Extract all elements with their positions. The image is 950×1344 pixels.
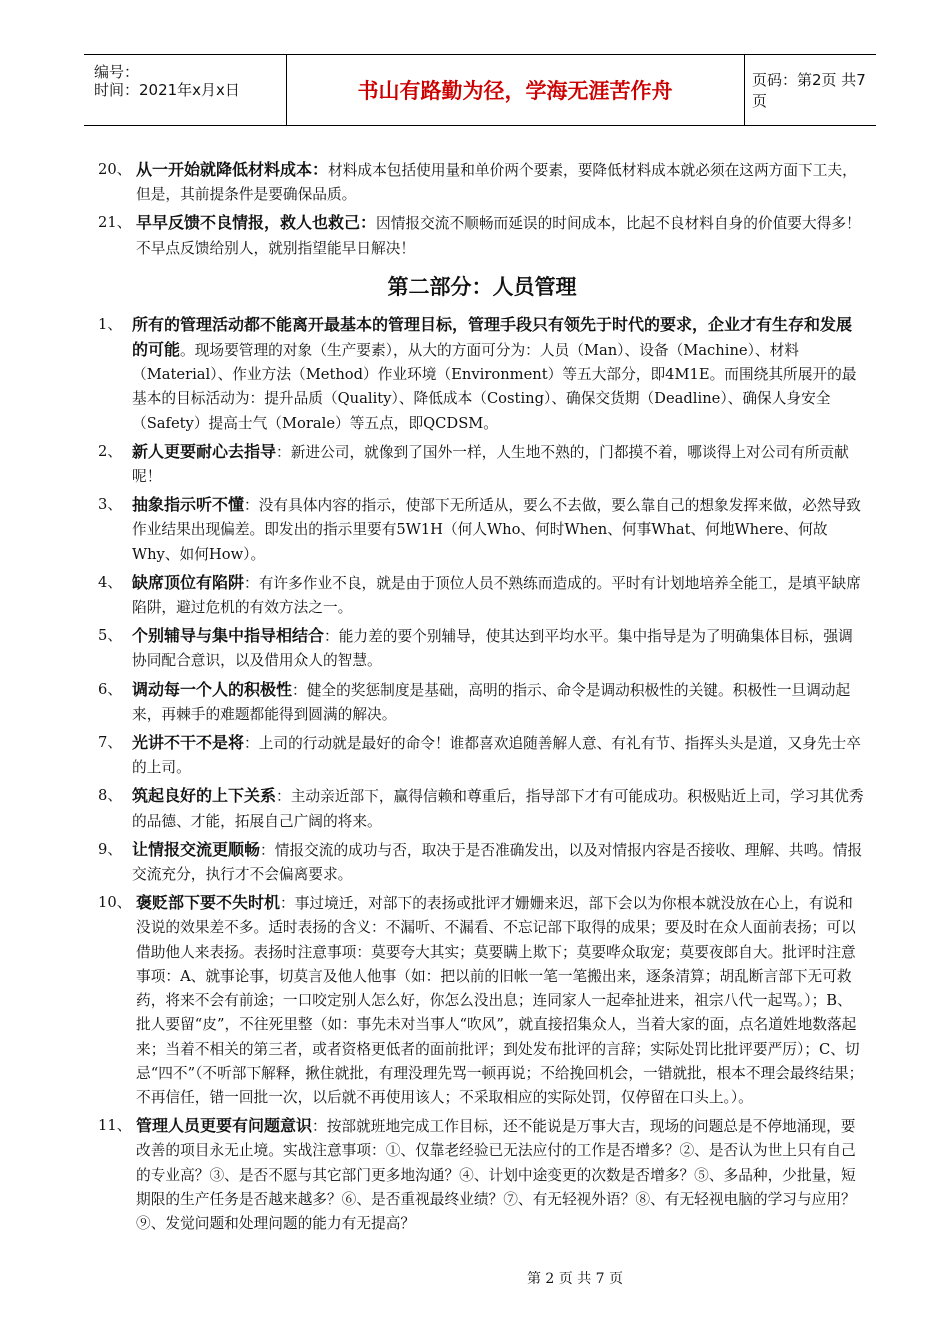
item-number: 2、 bbox=[98, 442, 123, 460]
item-number: 11、 bbox=[98, 1117, 132, 1135]
item-title: 管理人员更要有问题意识 bbox=[136, 1116, 313, 1136]
item-body: ：没有具体内容的指示，使部下无所适从，要么不去做，要么靠自己的想象发挥来做，必然导致作业结果出现偏差。即发出的指示里要有5W1H（何人Who、何时When、何事What、何地Where、何故Why、如何How）。 bbox=[132, 497, 861, 563]
item-title: 筑起良好的上下关系 bbox=[132, 786, 277, 806]
item-number: 10、 bbox=[98, 894, 132, 912]
item-number: 9、 bbox=[98, 840, 123, 858]
list-item bbox=[98, 313, 866, 436]
item-body: 材料成本包括使用量和单价两个要素，要降低材料成本就必须在这两方面下工夫，但是，其前提条件是要确保品质。 bbox=[136, 162, 857, 204]
item-number: 7、 bbox=[98, 734, 123, 752]
item-title: 褒贬部下要不失时机 bbox=[136, 893, 281, 913]
item-body: 。现场要管理的对象（生产要素），从大的方面可分为：人员（Man）、设备（Machine）、材料（Material）、作业方法（Method）作业环境（Environment）等五大部分，即4M1E。而围绕其所展开的最基本的目标活动为：提升品质（Quality）、降低成本（Costing）、确保交货期（Deadline）、确保人身安全（Safety）提高士气（Morale）等五点，即QCDSM。 bbox=[132, 342, 857, 432]
item-body: ：按部就班地完成工作目标，还不能说是万事大吉，现场的问题总是不停地涌现，要改善的项目永无止境。实战注意事项：①、仅靠老经验已无法应付的工作是否增多？②、是否认为世上只有自己的专业高？③、是否不愿与其它部门更多地沟通？④、计划中途变更的次数是否增多？⑤、多品种，少批量，短期限的生产任务是否越来越多？⑥、是否重视最终业绩？⑦、有无轻视外语？⑧、有无轻视电脑的学习与应用？⑨、发觉问题和处理问题的能力有无提高？ bbox=[136, 1118, 856, 1232]
list-item bbox=[98, 838, 866, 887]
page-footer bbox=[0, 1268, 950, 1288]
list-item bbox=[98, 211, 866, 260]
footer-page-number: 第 2 页 共 7 页 bbox=[526, 1271, 624, 1287]
document-body bbox=[98, 158, 866, 1240]
list-item bbox=[98, 158, 866, 207]
item-title: 缺席顶位有陷阱 bbox=[132, 572, 245, 592]
number-label: 编号： bbox=[94, 63, 140, 81]
item-title: 从一开始就降低材料成本： bbox=[136, 160, 329, 179]
item-body: ：新进公司，就像到了国外一样，人生地不熟的，门都摸不着，哪谈得上对公司有所贡献呢！ bbox=[132, 443, 849, 486]
motto: 书山有路勤为径，学海无涯苦作舟 bbox=[357, 79, 673, 103]
item-title: 让情报交流更顺畅 bbox=[132, 839, 261, 859]
item-number: 5、 bbox=[98, 627, 123, 645]
item-body: ：情报交流的成功与否，取决于是否准确发出，以及对情报内容是否接收、理解、共鸣。情报交流充分，执行才不会偏离要求。 bbox=[132, 841, 863, 884]
list-item bbox=[98, 678, 866, 727]
item-title: 光讲不干不是将 bbox=[132, 733, 245, 753]
item-body: ：主动亲近部下，赢得信赖和尊重后，指导部下才有可能成功。积极贴近上司，学习其优秀的品德、才能，拓展自己广阔的将来。 bbox=[132, 788, 864, 830]
list-item bbox=[98, 784, 866, 833]
item-number: 6、 bbox=[98, 680, 123, 698]
list-item bbox=[98, 891, 866, 1110]
list-item bbox=[98, 571, 866, 620]
header-motto-cell bbox=[286, 55, 745, 125]
item-title: 个别辅导与集中指导相结合 bbox=[132, 626, 325, 646]
item-number: 21、 bbox=[98, 214, 132, 232]
list-item bbox=[98, 624, 866, 673]
item-title: 早早反馈不良情报，救人也救己： bbox=[136, 213, 377, 233]
item-body: 因情报交流不顺畅而延误的时间成本，比起不良材料自身的价值要大得多！不早点反馈给别人，就别指望能早日解决！ bbox=[136, 215, 861, 257]
item-number: 3、 bbox=[98, 496, 123, 514]
item-body: ：能力差的要个别辅导，使其达到平均水平。集中指导是为了明确集体目标，强调协同配合意识，以及借用众人的智慧。 bbox=[132, 628, 853, 670]
item-body: ：健全的奖惩制度是基础，高明的指示、命令是调动积极性的关键。积极性一旦调动起来，再棘手的难题都能得到圆满的解决。 bbox=[132, 681, 851, 723]
list-item bbox=[98, 440, 866, 489]
list-item bbox=[98, 1114, 866, 1236]
item-title: 调动每一个人的积极性 bbox=[132, 679, 293, 699]
item-title: 新人更要耐心去指导 bbox=[132, 441, 277, 461]
header-page-cell bbox=[744, 55, 876, 125]
list-item bbox=[98, 731, 866, 780]
item-number: 20、 bbox=[98, 161, 132, 178]
item-number: 4、 bbox=[98, 573, 123, 591]
list-item bbox=[98, 493, 866, 567]
page-header bbox=[84, 54, 876, 126]
item-number: 8、 bbox=[98, 787, 123, 805]
time-label: 时间：2021年x月x日 bbox=[94, 81, 240, 99]
item-title: 所有的管理活动都不能离开最基本的管理目标，管理手段只有领先于时代的要求，企业才有生存和发展的可能 bbox=[132, 314, 853, 360]
item-number: 1、 bbox=[98, 315, 123, 333]
section-title: 第二部分：人员管理 bbox=[387, 274, 577, 299]
item-body: ：有许多作业不良，就是由于顶位人员不熟练而造成的。平时有计划地培养全能工，是填平缺席陷阱，避过危机的有效方法之一。 bbox=[132, 574, 861, 617]
item-title: 抽象指示听不懂 bbox=[132, 495, 245, 515]
item-body: ：上司的行动就是最好的命令！谁都喜欢追随善解人意、有礼有节、指挥头头是道，又身先士卒的上司。 bbox=[132, 735, 861, 777]
page-code: 页码：第2页 共7页 bbox=[752, 71, 866, 110]
header-left-cell bbox=[84, 55, 287, 125]
item-body: ：事过境迁，对部下的表扬或批评才姗姗来迟，部下会以为你根本就没放在心上，有说和没说的效果差不多。适时表扬的含义：不漏听、不漏看、不忘记部下取得的成果；要及时在众人面前表扬；可以借助他人来表扬。表扬时注意事项：莫要夸大其实；莫要瞒上欺下；莫要哗众取宠；莫要夜郎自大。批评时注意事项：A、就事论事，切莫言及他人他事（如：把以前的旧帐一笔一笔搬出来，逐条清算；胡乱断言部下无可救药，将来不会有前途；一口咬定别人怎么好，你怎么没出息；连同家人一起牵扯进来，祖宗八代一起骂。）；B、批人要留“皮”，不往死里整（如：事先未对当事人“吹风”，就直接招集众人，当着大家的面，点名道姓地数落起来；当着不相关的第三者，或者资格更低者的面前批评；到处发布批评的言辞；实际处罚比批评要严厉）；C、切忌“四不”（不听部下解释，揪住就批，有理没理先骂一顿再说；不给挽回机会，一错就批，根本不理会最终结果；不再信任，错一回批一次，以后就不再使用该人；不采取相应的实际处罚，仅停留在口头上。）。 bbox=[136, 895, 864, 1106]
